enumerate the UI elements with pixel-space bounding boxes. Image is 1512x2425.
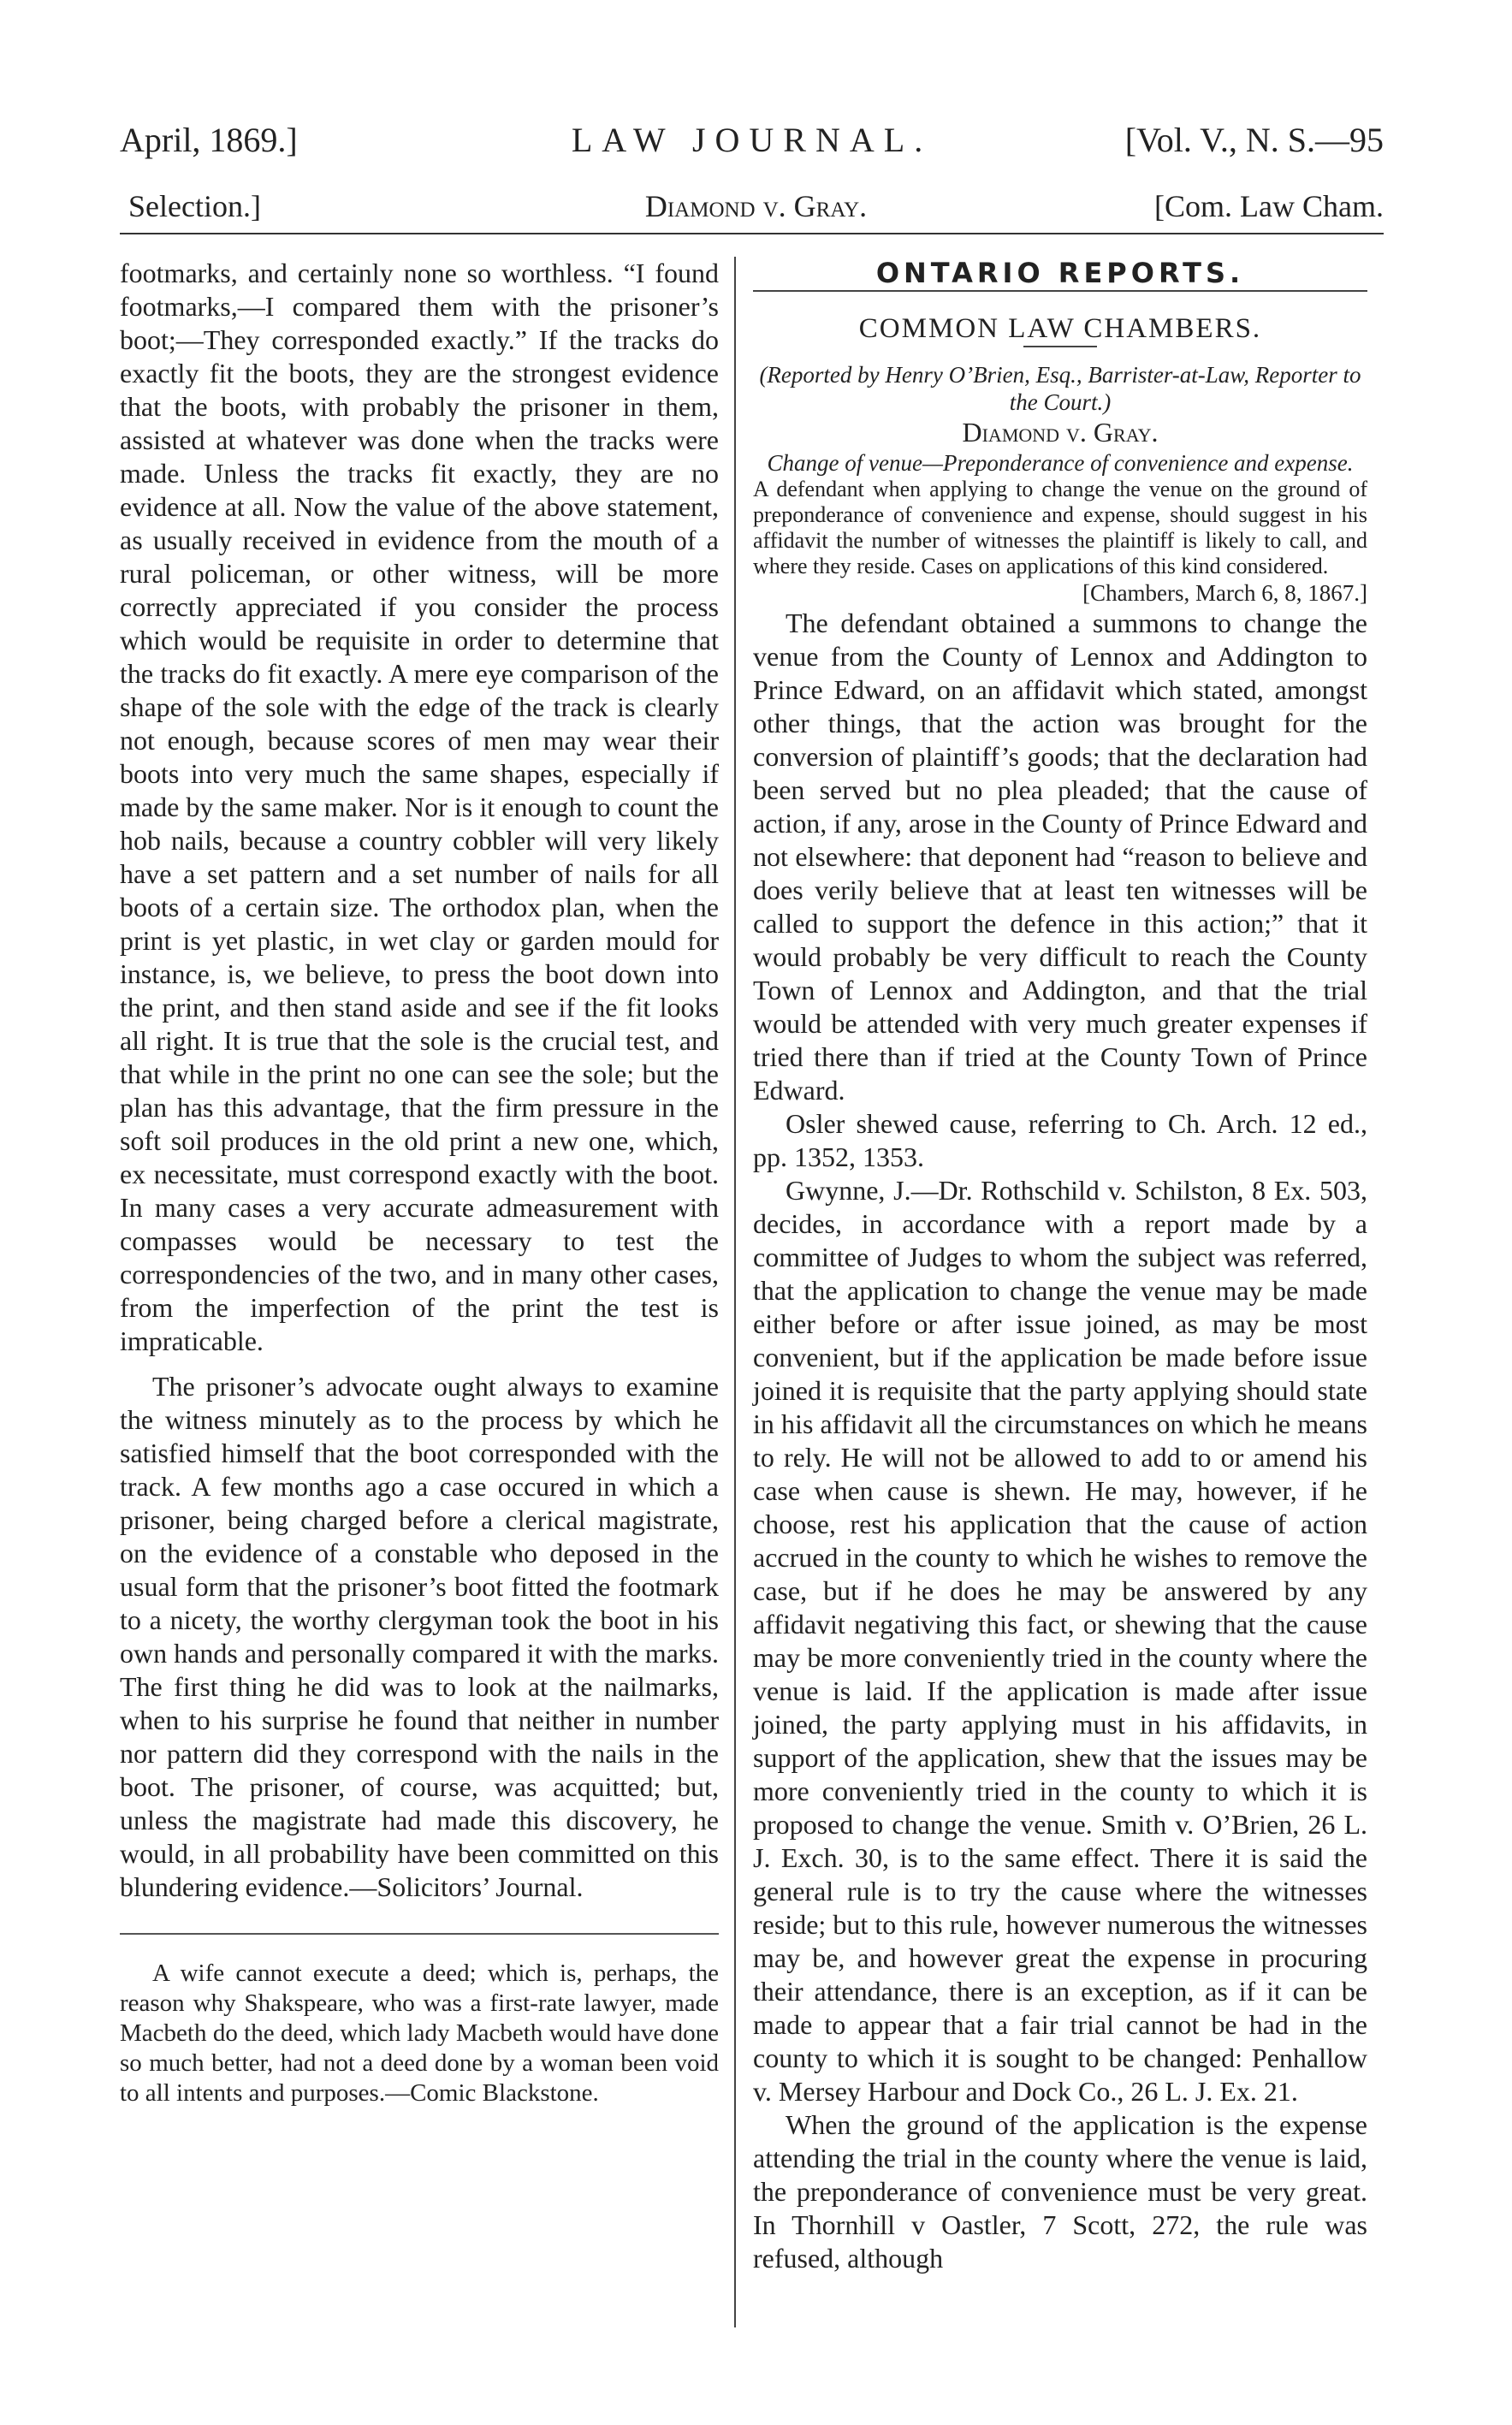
reports-heading: ONTARIO REPORTS. xyxy=(875,257,1245,289)
volume-page: [Vol. V., N. S.—95 xyxy=(1124,121,1384,159)
article-paragraph-2: The prisoner’s advocate ought always to examine the witness minutely as to the process by which he satisfied himself that the boot corresponded with the track. A few months ago a case occured in which a prisoner, being charged before a clerical magistrate, on the evidence of a constable who deposed in the usual form that the prisoner’s boot fitted the footmark to a nicety, the worthy clergyman took the boot in his own hands and personally compared it with the marks. The first thing he did was to look at the nailmarks, when to his surprise he found that neither in number nor pattern did they correspond with the nails in the boot. The prisoner, of course, was acquitted; but, unless the magistrate had made this discovery, he would, in all probability have been committed on this blundering evidence.—Solicitors’ Journal. xyxy=(120,1371,719,1902)
subhead-case: Diamond v. Gray. xyxy=(644,189,868,223)
court-dash xyxy=(1023,346,1097,347)
running-head xyxy=(120,118,1384,163)
headnote: A defendant when applying to change the venue on the ground of preponderance of convenience and expense, should suggest in his affidavit the number of witnesses the plaintiff is likely to call, and where they reside. Cases on applications of this kind considered. xyxy=(753,477,1367,578)
subhead-section: Selection.] xyxy=(128,189,261,223)
report-paragraph-2: Osler shewed cause, referring to Ch. Arch. 12 ed., pp. 1352, 1353. xyxy=(753,1108,1367,1172)
headnote-subject: Change of venue—Preponderance of convenience and expense. xyxy=(767,450,1354,476)
article-paragraph-1: footmarks, and certainly none so worthless. “I found footmarks,—I compared them with the prisoner’s boot;—They corresponded exactly.” If the tracks do exactly fit the boots, they are the strongest evidence that the boots, with probably the prisoner in them, assisted at whatever was done when the tracks were made. Unless the tracks fit exactly, they are no evidence at all. Now the value of the above statement, as usually received in evidence from the mouth of a rural policeman, or other witness, will be more correctly appreciated if you consider the process which would be requisite in order to determine that the tracks do fit exactly. A mere eye comparison of the shape of the sole with the edge of the track is clearly not enough, because scores of men may wear their boots into very much the same shapes, especially if made by the same maker. Nor is it enough to count the hob nails, because a country cobbler will very likely have a set pattern and a set number of nails for all boots of a certain size. The orthodox plan, when the print is yet plastic, in wet clay or garden mould for instance, is, we believe, to press the boot down into the print, and then stand aside and see if the fit looks all right. It is true that the sole is the crucial test, and that while in the print no one can see the sole; but the plan has this advantage, that the firm pressure in the soft soil produces in the old print a new one, which, ex necessitate, must correspond exactly with the boot. In many cases a very accurate admeasurement with compasses would be necessary to test the correspondencies of the two, and in many other cases, from the imperfection of the print the test is impraticable. xyxy=(120,258,719,1356)
column-divider xyxy=(734,257,736,2327)
report-paragraph-1: The defendant obtained a summons to change the venue from the County of Lennox and Addington to Prince Edward, on an affidavit which stated, amongst other things, that the action was brought for the conversion of plaintiff’s goods; that the declaration had been served but no plea pleaded; that the cause of action, if any, arose in the County of Prince Edward and not elsewhere: that deponent had “reason to believe and does verily believe that at least ten witnesses will be called to support the defence in this action;” that it would probably be very difficult to reach the County Town of Lennox and Addington, and that the trial would be attended with very much greater expenses if tried there than if tried at the County Town of Prince Edward. xyxy=(753,608,1367,1106)
subhead-court: [Com. Law Cham. xyxy=(1154,189,1384,223)
reports-rule xyxy=(753,290,1367,292)
report-paragraph-3: Gwynne, J.—Dr. Rothschild v. Schilston, 8 Ex. 503, decides, in accordance with a report made by a committee of Judges to whom the subject was referred, that the application to change the venue may be made either before or after issue joined, as may be most convenient, but if the application be made before issue joined it is requisite that the party applying should state in his affidavit all the circumstances on which he means to rely. He will not be allowed to add to or amend his case when cause is shewn. He may, however, if he choose, rest his application that the cause of action accrued in the county to which he wishes to remove the case, but if he does he may be answered by any affidavit negativing this fact, or shewing that the cause may be more conveniently tried in the county where the venue is laid. If the application is made after issue joined, the party applying must in his affidavits, in support of the application, shew that the issues may be more conveniently tried in the county to which it is proposed to change the venue. Smith v. O’Brien, 26 L. J. Exch. 30, is to the same effect. There it is said the general rule is to try the cause where the witnesses reside; but to this rule, however numerous the witnesses may be, and however great the expense in procuring their attendance, there is an exception, as if it can be made to appear that a fair trial cannot be had in the county to which it is sought to be changed: Penhallow v. Mersey Harbour and Dock Co., 26 L. J. Ex. 21. xyxy=(753,1175,1367,2107)
court-heading: COMMON LAW CHAMBERS. xyxy=(858,313,1262,344)
filler-anecdote: A wife cannot execute a deed; which is, perhaps, the reason why Shakspeare, who was a first-rate lawyer, made Macbeth do the deed, which lady Macbeth would have done so much better, had not a deed done by a woman been void to all intents and purposes.—Comic Blackstone. xyxy=(120,1960,719,2107)
section-subhead xyxy=(128,187,1384,226)
report-paragraph-4: When the ground of the application is the expense attending the trial in the county where the venue is laid, the preponderance of convenience must be very great. In Thornhill v Oastler, 7 Scott, 272, the rule was refused, although xyxy=(753,2109,1367,2274)
left-column xyxy=(120,257,719,2108)
journal-title: LAW JOURNAL. xyxy=(571,121,933,159)
reporter-note: (Reported by Henry O’Brien, Esq., Barrister-at-Law, Reporter to the Court.) xyxy=(759,362,1361,415)
right-column xyxy=(753,257,1367,2275)
chambers-date: [Chambers, March 6, 8, 1867.] xyxy=(1082,580,1367,606)
header-date: April, 1869.] xyxy=(120,121,298,159)
header-rule xyxy=(120,233,1384,234)
case-title: Diamond v. Gray. xyxy=(962,417,1159,448)
section-separator xyxy=(120,1933,719,1935)
